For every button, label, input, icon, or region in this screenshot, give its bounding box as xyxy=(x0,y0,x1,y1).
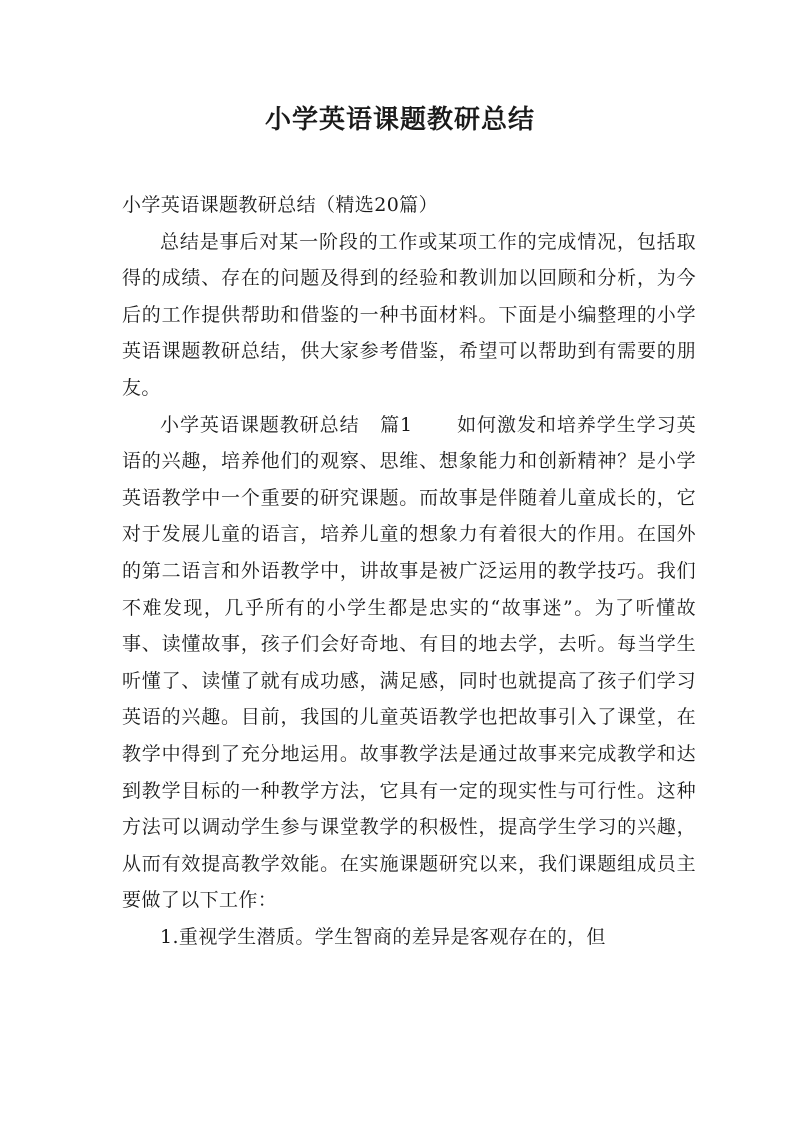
document-title: 小学英语课题教研总结 xyxy=(264,105,535,135)
list-item-1 xyxy=(122,919,696,956)
document-body xyxy=(122,187,696,955)
intro-paragraph: 总结是事后对某一阶段的工作或某项工作的完成情况，包括取得的成绩、存在的问题及得到的经验和教训加以回顾和分析，为今后的工作提供帮助和借鉴的一种书面材料。下面是小编整理的小学英语课题教研总结，供大家参考借鉴，希望可以帮助到有需要的朋友。 xyxy=(122,230,696,399)
section-1-heading: 小学英语课题教研总结 xyxy=(160,413,360,436)
section-1-paragraph xyxy=(122,407,696,919)
document-subtitle: 小学英语课题教研总结（精选20篇） xyxy=(122,194,438,216)
section-1-body: 如何激发和培养学生学习英语的兴趣，培养他们的观察、思维、想象能力和创新精神？是小学英语教学中一个重要的研究课题。而故事是伴随着儿童成长的，它对于发展儿童的语言，培养儿童的想象力有着很大的作用。在国外的第二语言和外语教学中，讲故事是被广泛运用的教学技巧。我们不难发现，几乎所有的小学生都是忠实的“故事迷”。为了听懂故事、读懂故事，孩子们会好奇地、有目的地去学，去听。每当学生听懂了、读懂了就有成功感，满足感，同时也就提高了孩子们学习英语的兴趣。目前，我国的儿童英语教学也把故事引入了课堂，在教学中得到了充分地运用。故事教学法是通过故事来完成教学和达到教学目标的一种教学方法，它具有一定的现实性与可行性。这种方法可以调动学生参与课堂教学的积极性，提高学生学习的兴趣，从而有效提高教学效能。在实施课题研究以来，我们课题组成员主要做了以下工作： xyxy=(122,413,696,912)
list-item-1-text: 。学生智商的差异是客观存在的，但 xyxy=(295,925,606,948)
section-1-number: 篇1 xyxy=(379,413,413,436)
list-item-1-label: 1.重视学生潜质 xyxy=(160,925,296,948)
